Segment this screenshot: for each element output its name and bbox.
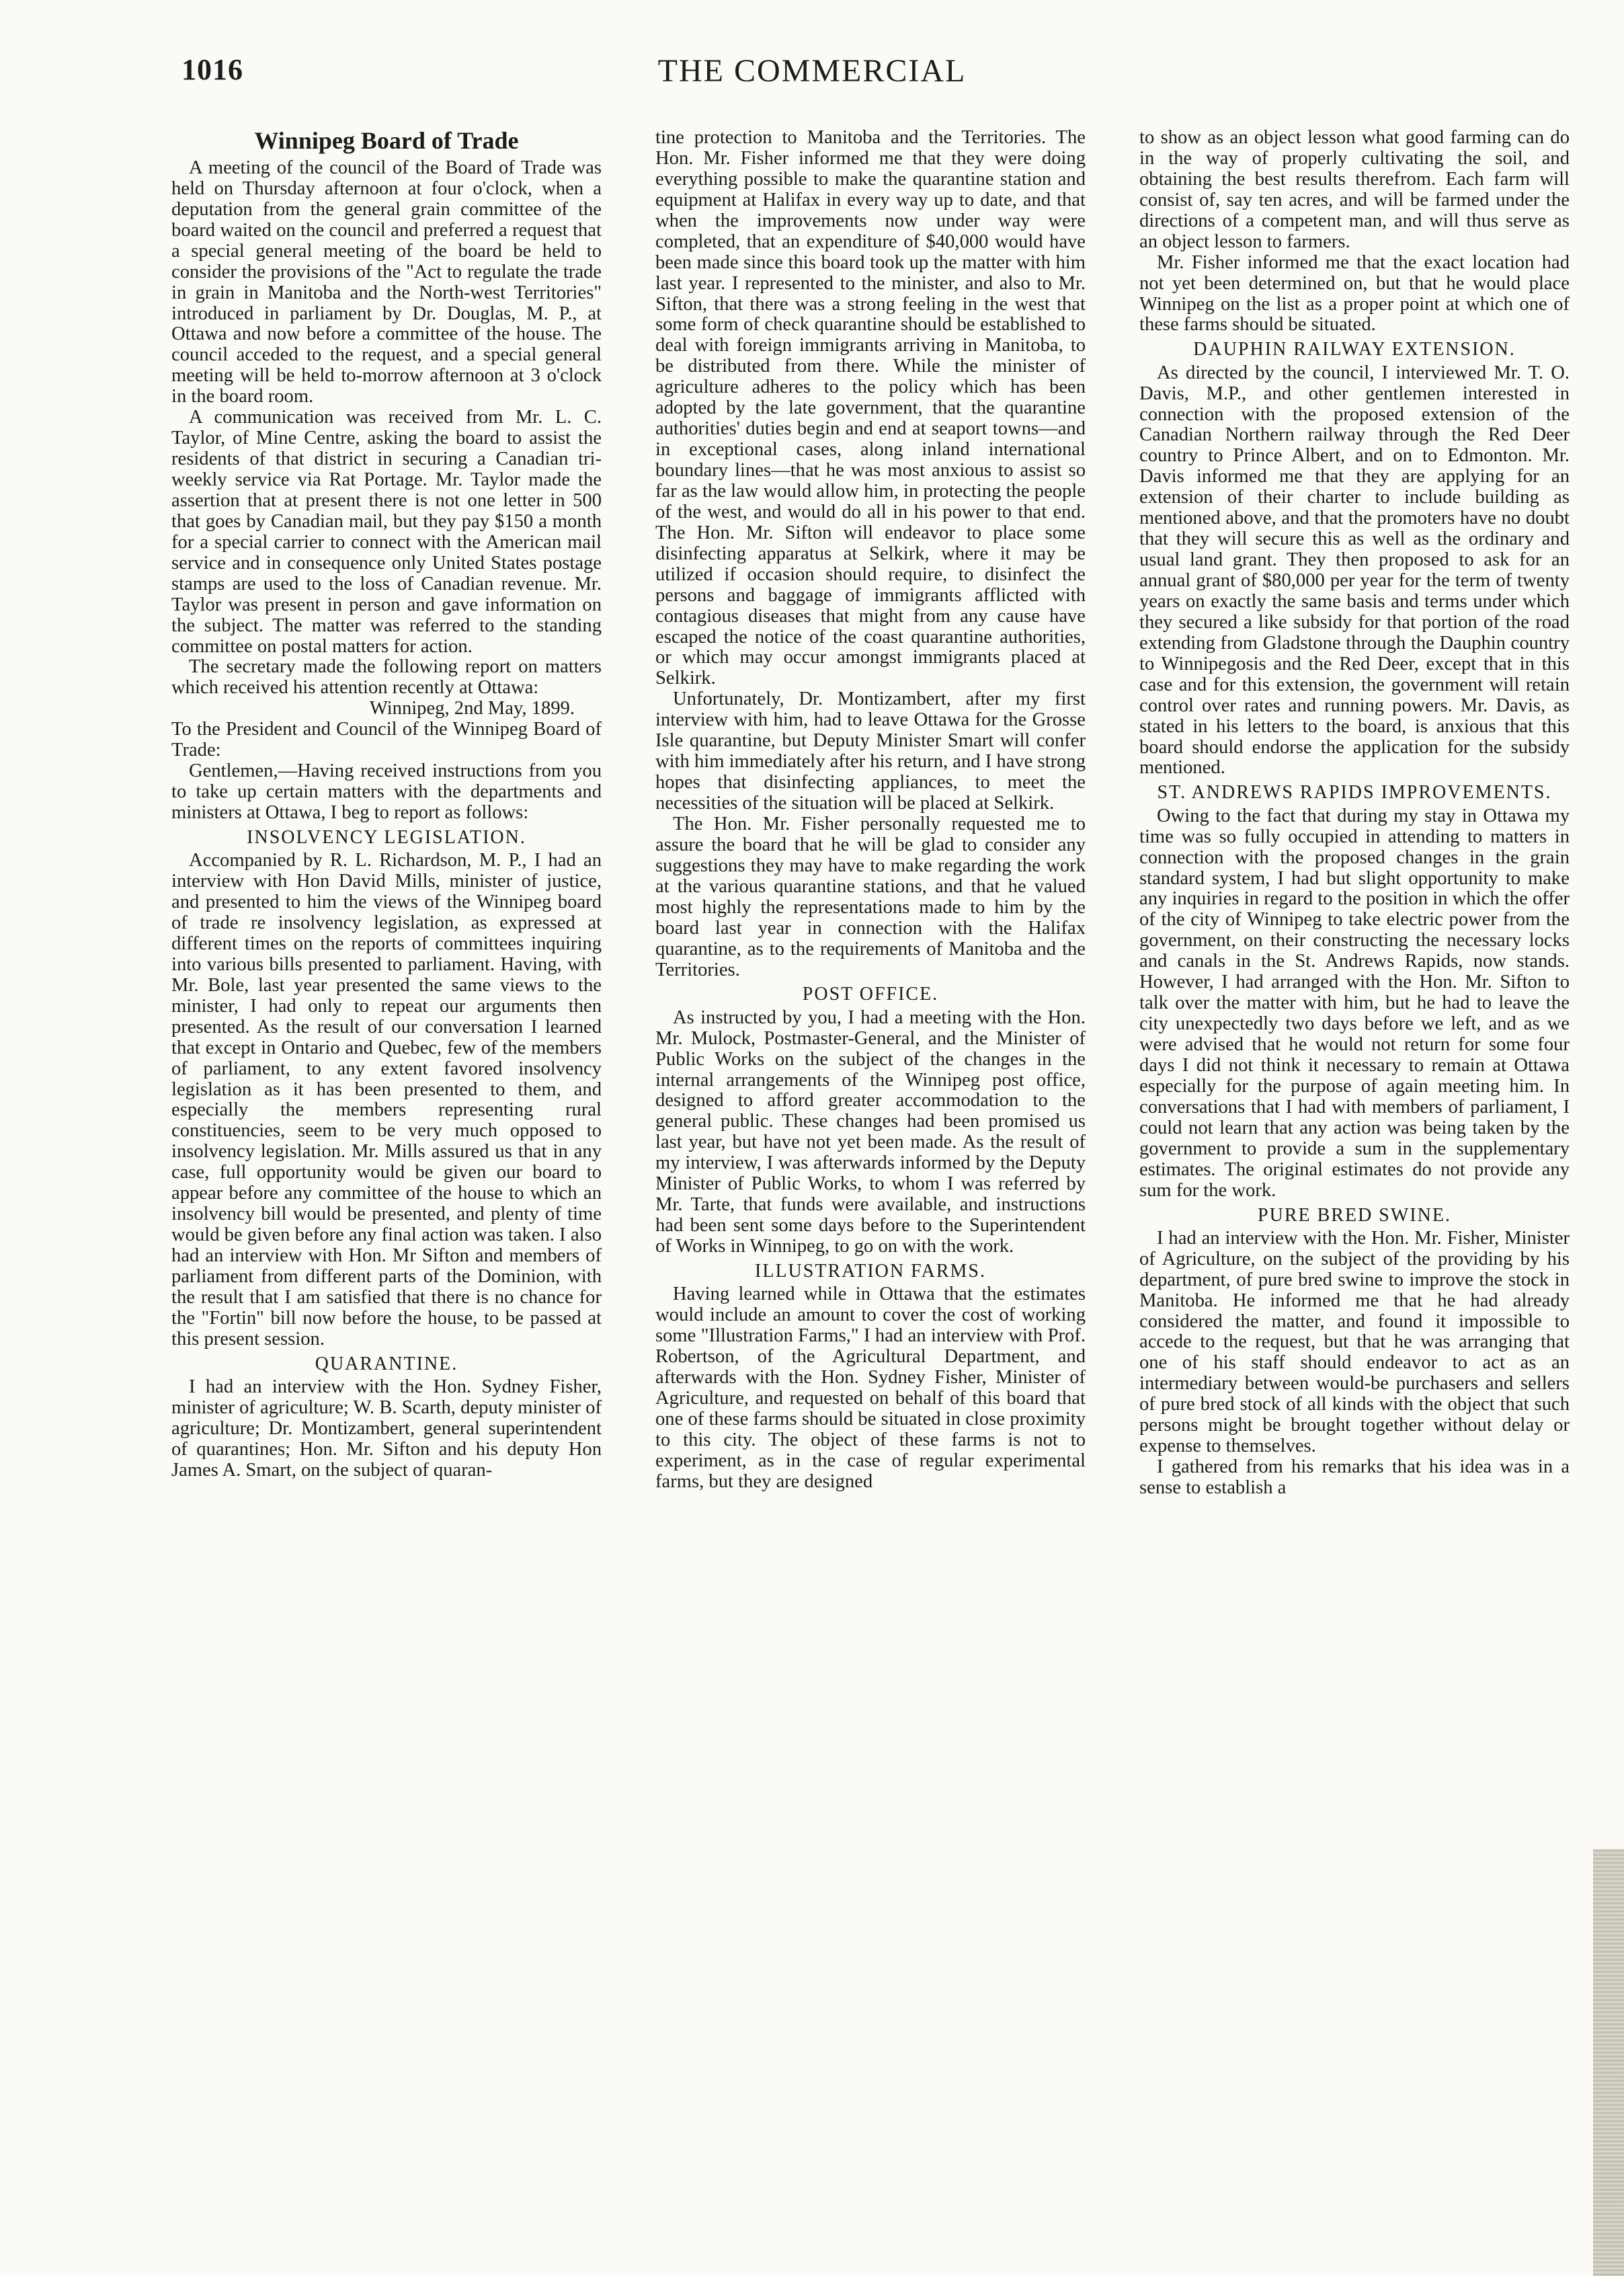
section-heading: INSOLVENCY LEGISLATION. [247, 826, 526, 848]
paragraph: The secretary made the following report on matters which received his attention recently at Ottawa: [171, 656, 602, 699]
paragraph: Having learned while in Ottawa that the estimates would include an amount to cover the cost of working some "Illustration Farms," I had an interview with Prof. Robertson, of the Agricultural Department, and afterwards with the Hon. Sydney Fisher, Minister of Agriculture, and requested on behalf of this board that one of these farms should be situated in close proximity to this city. The object of these farms is not to experiment, as in the case of regular experimental farms, but they are designed [655, 1284, 1086, 1492]
paragraph: Owing to the fact that during my stay in Ottawa my time was so fully occupied in attending to matters in connection with the proposed changes in the grain standard system, I had but slight opportunity to make any inquiries in regard to the position in which the offer of the city of Winnipeg to take electric power from the government, on their constructing the necessary locks and canals in the St. Andrews Rapids, now stands. However, I had arranged with the Hon. Mr. Sifton to talk over the matter with him, but he had to leave the city unexpectedly two days before we left, and as we were advised that he would not return for some four days I did not think it necessary to remain at Ottawa especially for the purpose of again meeting him. In conversations that I had with members of parliament, I could not learn that any action was being taken by the government to provide a sum in the supplementary estimates. The original estimates do not provide any sum for the work. [1139, 805, 1570, 1201]
paragraph: Gentlemen,—Having received instructions from you to take up certain matters with the departments and ministers at Ottawa, I beg to report as follows: [171, 760, 602, 823]
paragraph: A communication was received from Mr. L. C. Taylor, of Mine Centre, asking the board to assist the residents of that district in securing a Canadian tri-weekly service via Rat Portage. Mr. Taylor made the assertion that at present there is not one letter in 500 that goes by Canadian mail, but they pay $150 a month for a special carrier to connect with the American mail service and in consequence only United States postage stamps are used to the loss of Canadian revenue. Mr. Taylor was present in person and gave information on the subject. The matter was referred to the standing committee on postal matters for action. [171, 407, 602, 657]
dateline: Winnipeg, 2nd May, 1899. [369, 698, 575, 719]
section-heading: PURE BRED SWINE. [1258, 1204, 1451, 1226]
section-heading: ILLUSTRATION FARMS. [755, 1260, 986, 1282]
paragraph: Mr. Fisher informed me that the exact location had not yet been determined on, but that he would place Winnipeg on the list as a proper point at which one of these farms should be situated. [1139, 251, 1570, 336]
paragraph: As directed by the council, I interviewed Mr. T. O. Davis, M.P., and other gentlemen interested in connection with the proposed extension of the Canadian Northern railway through the Red Deer country to Prince Albert, and on to Edmonton. Mr. Davis informed me that they are applying for an extension of their charter to include building as mentioned above, and that the promoters have no doubt that they will secure this as well as the ordinary and usual land grant. They then proposed to ask for an annual grant of $80,000 per year for the term of twenty years on exactly the same basis and terms under which they secured a like subsidy for that portion of the road extending from Gladstone through the Dauphin country to Winnipegosis and the Red Deer, except that in this case and for this extension, the government will retain control over rates and running powers. Mr. Davis, as stated in his letters to the board, is anxious that this board should endorse the application for the subsidy mentioned. [1139, 362, 1570, 779]
paragraph: A meeting of the council of the Board of Trade was held on Thursday afternoon at four o'clock, when a deputation from the general grain committee of the board waited on the council and preferred a request that a special general meeting of the board be held to consider the provisions of the "Act to regulate the trade in grain in Manitoba and the North-west Territories" introduced in parliament by Dr. Douglas, M. P., at Ottawa and now before a committee of the house. The council acceded to the request, and a special general meeting will be held to-morrow afternoon at 3 o'clock in the board room. [171, 157, 602, 407]
salutation-address: To the President and Council of the Winnipeg Board of Trade: [171, 719, 602, 761]
paragraph: to show as an object lesson what good farming can do in the way of properly cultivating the soil, and obtaining the best results therefrom. Each farm will consist of, say ten acres, and will be farmed under the directions of a competent man, and will thus serve as an object lesson to farmers. [1139, 128, 1570, 252]
paragraph: Accompanied by R. L. Richardson, M. P., I had an interview with Hon David Mills, minister of justice, and presented to him the views of the Winnipeg board of trade re insolvency legislation, as expressed at different times on the reports of committees inquiring into various bills presented to parliament. Having, with Mr. Bole, last year presented the same views to the minister, I had only to repeat our arguments then presented. As the result of our conversation I learned that except in Ontario and Quebec, few of the members of parliament, to any extent favored insolvency legislation as it has been presented to them, and especially the members representing rural constituencies, seem to be very much opposed to insolvency legislation. Mr. Mills assured us that in any case, full opportunity would be given our board to appear before any committee of the house to which an insolvency bill would be presented, and plenty of time would be given before any final action was taken. I also had an interview with Hon. Mr Sifton and members of parliament from different parts of the Dominion, with the result that I am satisfied that there is no chance for the "Fortin" bill now before the house, to be passed at this present session. [171, 850, 602, 1349]
page-header [0, 52, 1624, 106]
paragraph: I gathered from his remarks that his idea was in a sense to establish a [1139, 1456, 1570, 1499]
column-2 [655, 128, 1086, 2259]
paragraph: I had an interview with the Hon. Sydney Fisher, minister of agriculture; W. B. Scarth, deputy minister of agriculture; Dr. Montizambert, general superintendent of quarantines; Hon. Mr. Sifton and his deputy Hon James A. Smart, on the subject of quaran- [171, 1376, 602, 1481]
section-heading: QUARANTINE. [315, 1353, 458, 1374]
column-1 [171, 128, 602, 2259]
article-title: Winnipeg Board of Trade [254, 128, 519, 154]
page-edge-stain [1593, 1849, 1624, 2276]
paragraph: Unfortunately, Dr. Montizambert, after my first interview with him, had to leave Ottawa for the Grosse Isle quarantine, but Deputy Minister Smart will confer with him immediately after his return, and I have strong hopes that disinfecting appliances, to meet the necessities of the situation will be placed at Selkirk. [655, 689, 1086, 814]
page-number: 1016 [181, 53, 243, 86]
publication-title: THE COMMERCIAL [657, 53, 967, 89]
column-3 [1139, 128, 1570, 2259]
article-columns [171, 128, 1570, 2259]
paragraph: The Hon. Mr. Fisher personally requested me to assure the board that he will be glad to consider any suggestions they may have to make regarding the work at the various quarantine stations, and that he valued most highly the representations made to him by the board last year in connection with the Halifax quarantine, as to the requirements of Manitoba and the Territories. [655, 813, 1086, 980]
section-heading: POST OFFICE. [802, 984, 939, 1005]
paragraph: As instructed by you, I had a meeting with the Hon. Mr. Mulock, Postmaster-General, and the Minister of Public Works on the subject of the changes in the internal arrangements of the Winnipeg post office, designed to afford greater accommodation to the general public. These changes had been promised us last year, but have not yet been made. As the result of my interview, I was afterwards informed by the Deputy Minister of Public Works, to whom I was referred by Mr. Tarte, that funds were available, and instructions had been sent some days before to the Superintendent of Works in Winnipeg, to go on with the work. [655, 1007, 1086, 1257]
paragraph: I had an interview with the Hon. Mr. Fisher, Minister of Agriculture, on the subject of the providing by his department, of pure bred swine to improve the stock in Manitoba. He informed me that he had already considered the matter, and found it impossible to accede to the request, but that he was arranging that one of his staff should endeavor to act as an intermediary between would-be purchasers and sellers of pure bred stock of all kinds with the object that such persons might be brought together without delay or expense to themselves. [1139, 1227, 1570, 1457]
section-heading: ST. ANDREWS RAPIDS IMPROVEMENTS. [1157, 782, 1552, 803]
paragraph: tine protection to Manitoba and the Territories. The Hon. Mr. Fisher informed me that they were doing everything possible to make the quarantine station and equipment at Halifax in every way up to date, and that when the improvements now under way were completed, that an expenditure of $40,000 would have been made since this board took up the matter with him last year. I represented to the minister, and also to Mr. Sifton, that there was a strong feeling in the west that some form of check quarantine should be established to deal with foreign immigrants arriving in Manitoba, to be distributed from there. While the minister of agriculture adheres to the policy which has been adopted by the late government, that the quarantine authorities' duties begin and end at seaport towns—and in exceptional cases, along inland international boundary lines—that he was most anxious to assist so far as the law would allow him, in protecting the people of the west, and would do all in his power to that end. The Hon. Mr. Sifton will endeavor to place some disinfecting apparatus at Selkirk, where it may be utilized if occasion should require, to disinfect the persons and baggage of immigrants afflicted with contagious diseases that might from any cause have escaped the notice of the coast quarantine authorities, or which may occur amongst immigrants placed at Selkirk. [655, 128, 1086, 689]
section-heading: DAUPHIN RAILWAY EXTENSION. [1193, 339, 1516, 360]
